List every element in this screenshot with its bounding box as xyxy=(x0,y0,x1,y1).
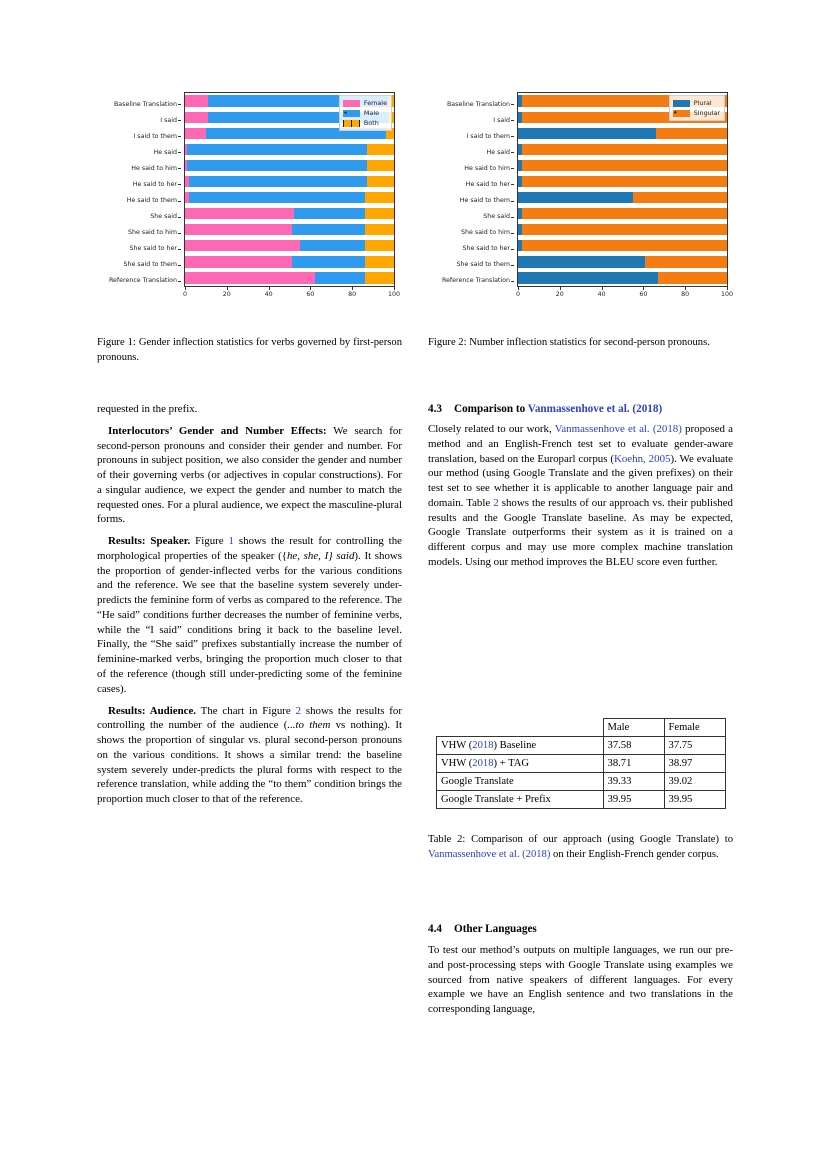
x-tick-label: 60 xyxy=(306,291,315,298)
paragraph-other-languages: To test our method’s outputs on multiple languages, we run our pre-and post-processing steps with Google Translate using examples we sourced from native speakers of different languages. For every example we have an English sentence and two translations in the corresponding language, xyxy=(428,944,733,1016)
legend-swatch-plural xyxy=(673,100,690,107)
x-tick-label: 20 xyxy=(555,291,564,298)
y-tick-label: He said to them xyxy=(459,197,510,205)
table-cell-male: 38.71 xyxy=(603,755,664,773)
chart2-plot-area xyxy=(517,92,728,287)
results-speaker-b: shows the result for controlling the morphological properties of the speaker ({ xyxy=(97,535,402,562)
y-tick-label: She said xyxy=(483,213,510,221)
table-cell-female: 38.97 xyxy=(664,755,725,773)
y-tick-mark xyxy=(511,104,514,105)
results-speaker-a: Figure xyxy=(190,535,229,548)
y-tick-mark xyxy=(178,136,181,137)
section-4-3-title-text: Comparison to xyxy=(454,403,528,415)
x-tick-mark xyxy=(560,287,561,290)
bar-segment-both xyxy=(365,192,394,203)
y-tick-label: I said to them xyxy=(466,132,510,140)
bar-segment-female xyxy=(185,208,294,219)
bar-segment-plural xyxy=(518,128,656,139)
bar-row xyxy=(185,272,394,283)
x-tick-mark xyxy=(518,287,519,290)
bar-segment-singular xyxy=(633,192,727,203)
label-suffix: ) Baseline xyxy=(493,740,537,751)
y-tick-label: She said to her xyxy=(129,245,177,253)
bar-row xyxy=(185,160,394,171)
paragraph-results-audience xyxy=(97,704,402,807)
legend-label: Male xyxy=(363,109,380,117)
table-row xyxy=(437,755,726,773)
x-tick-label: 60 xyxy=(639,291,648,298)
table-column-header xyxy=(437,719,604,737)
legend-label: Plural xyxy=(693,99,712,107)
chart1-y-axis-labels xyxy=(95,96,181,285)
y-tick-mark xyxy=(511,136,514,137)
bar-segment-male xyxy=(292,224,365,235)
bar-segment-singular xyxy=(522,208,727,219)
y-tick-label: He said to him xyxy=(464,164,510,172)
x-tick-label: 100 xyxy=(720,291,734,298)
x-tick-label: 40 xyxy=(597,291,606,298)
y-tick-mark xyxy=(178,152,181,153)
figure-2 xyxy=(428,82,740,304)
bar-segment-singular xyxy=(522,224,727,235)
figures-row xyxy=(95,82,740,307)
paragraph-interlocutors xyxy=(97,424,402,527)
bar-segment-plural xyxy=(518,256,645,267)
figure-1 xyxy=(95,82,407,304)
bar-segment-both xyxy=(365,256,394,267)
y-tick-mark xyxy=(178,233,181,234)
table-column-header: Male xyxy=(603,719,664,737)
figure-1-caption: Figure 1: Gender inflection statistics for verbs governed by first-person pronouns. xyxy=(97,337,402,363)
bar-row xyxy=(518,144,727,155)
label-prefix: Google Translate xyxy=(441,776,514,787)
x-tick-label: 0 xyxy=(515,291,521,298)
y-tick-mark xyxy=(511,265,514,266)
table-cell-female: 39.02 xyxy=(664,773,725,791)
bar-segment-male xyxy=(292,256,365,267)
table-2-caption xyxy=(428,833,733,862)
results-audience-a: The chart in Figure xyxy=(196,704,296,717)
y-tick-mark xyxy=(178,265,181,266)
bar-row xyxy=(185,176,394,187)
x-tick-label: 80 xyxy=(348,291,357,298)
y-tick-mark xyxy=(511,249,514,250)
legend-item xyxy=(673,98,720,108)
legend-swatch-singular xyxy=(673,110,690,117)
x-tick-mark xyxy=(352,287,353,290)
label-suffix: ) + TAG xyxy=(493,758,530,769)
table-row xyxy=(437,791,726,809)
x-tick-mark xyxy=(727,287,728,290)
x-tick-label: 20 xyxy=(222,291,231,298)
y-tick-label: Reference Translation xyxy=(108,277,177,285)
table-cell-label xyxy=(437,737,604,755)
bar-segment-female xyxy=(185,256,292,267)
y-tick-mark xyxy=(511,184,514,185)
table-cell-label xyxy=(437,755,604,773)
bar-segment-male xyxy=(294,208,365,219)
x-tick-mark xyxy=(394,287,395,290)
paragraph-results-speaker xyxy=(97,534,402,696)
legend-swatch-both xyxy=(343,120,360,127)
x-tick-mark xyxy=(643,287,644,290)
table-2-caption-a: Table 2: Comparison of our approach (using Google Translate) to xyxy=(428,834,733,845)
y-tick-label: She said to her xyxy=(462,245,510,253)
bar-segment-both xyxy=(367,144,394,155)
y-tick-label: Reference Translation xyxy=(441,277,510,285)
bar-row xyxy=(518,176,727,187)
y-tick-label: He said to her xyxy=(465,180,510,188)
bar-segment-plural xyxy=(518,272,658,283)
bar-row xyxy=(518,208,727,219)
y-tick-mark xyxy=(178,184,181,185)
bar-segment-singular xyxy=(522,240,727,251)
citation-koehn[interactable]: Koehn, 2005 xyxy=(614,452,671,465)
section-4-3-title xyxy=(454,402,733,417)
comparison-d: shows the results of our approach vs. their published results and the Google Translate baseline. As may be expected, Google Translate outperforms their system as it is trained on a different corpus and may use more complex machine translation models. Using our method improves the BLEU score even further. xyxy=(428,496,733,568)
figure-2-caption: Figure 2: Number inflection statistics for second-person pronouns. xyxy=(428,337,710,348)
chart2-legend xyxy=(669,95,725,121)
label-prefix: Google Translate + Prefix xyxy=(441,794,551,805)
y-tick-mark xyxy=(178,281,181,282)
figure-2-reference-link[interactable]: 2 xyxy=(295,704,302,717)
table-2-caption-b: on their English-French gender corpus. xyxy=(550,848,719,860)
table-2-wrapper xyxy=(436,718,726,809)
section-4-4-title: Other Languages xyxy=(454,923,537,935)
table-row xyxy=(437,737,726,755)
y-tick-mark xyxy=(511,168,514,169)
table-2-reference-link[interactable]: 2 xyxy=(493,496,499,509)
legend-label: Female xyxy=(363,99,387,107)
bar-segment-both xyxy=(365,224,394,235)
bar-segment-both xyxy=(365,240,394,251)
bar-row xyxy=(185,256,394,267)
y-tick-mark xyxy=(178,104,181,105)
bar-segment-female xyxy=(185,128,206,139)
interlocutors-body: We search for second-person pronouns and consider their gender and number. For pronouns in subject position, we also consider the gender and number of their governing verbs (or adjectives in copular constructions). For a singular audience, we expect the gender and number to match the requested ones. For a plural audience, we expect the masculine-plural forms. xyxy=(97,424,402,526)
y-tick-label: He said to her xyxy=(132,180,177,188)
bar-row xyxy=(518,192,727,203)
bar-row xyxy=(518,128,727,139)
right-text-column-lower xyxy=(428,922,733,1017)
legend-swatch-male xyxy=(343,110,360,117)
y-tick-mark xyxy=(511,120,514,121)
figure-1-reference-link[interactable]: 1 xyxy=(228,535,234,548)
y-tick-label: I said xyxy=(493,116,510,124)
comparison-b: proposed a method and an English-French test set to evaluate gender-aware translation, based on the Europarl corpus ( xyxy=(428,423,733,465)
y-tick-label: Baseline Translation xyxy=(113,100,177,108)
bar-segment-plural xyxy=(518,192,633,203)
legend-item xyxy=(343,98,387,108)
legend-item xyxy=(343,108,387,118)
bar-segment-female xyxy=(185,112,208,123)
legend-label: Singular xyxy=(693,109,720,117)
bar-segment-both xyxy=(367,160,394,171)
table-cell-label xyxy=(437,773,604,791)
table-2-caption-citation[interactable]: Vanmassenhove et al. (2018) xyxy=(428,848,551,860)
bar-segment-male xyxy=(187,160,367,171)
y-tick-label: She said to him xyxy=(128,229,177,237)
number-inflection-chart xyxy=(428,82,740,304)
bar-segment-male xyxy=(189,176,367,187)
results-speaker-italic: he, she, I} said xyxy=(286,549,355,562)
x-tick-mark xyxy=(602,287,603,290)
x-tick-label: 0 xyxy=(182,291,188,298)
chart2-y-axis-labels xyxy=(428,96,514,285)
bar-row xyxy=(185,192,394,203)
table-cell-male: 39.33 xyxy=(603,773,664,791)
bar-segment-both xyxy=(365,272,394,283)
bar-segment-male xyxy=(315,272,365,283)
chart1-plot-area xyxy=(184,92,395,287)
section-4-3-heading xyxy=(428,402,733,417)
table-cell-male: 39.95 xyxy=(603,791,664,809)
bar-row xyxy=(185,144,394,155)
interlocutors-heading: Interlocutors’ Gender and Number Effects: xyxy=(108,424,327,437)
bar-segment-singular xyxy=(656,128,727,139)
legend-item xyxy=(673,108,720,118)
y-tick-mark xyxy=(178,249,181,250)
paragraph-prefix-continuation: requested in the prefix. xyxy=(97,403,198,415)
y-tick-label: She said xyxy=(150,213,177,221)
y-tick-mark xyxy=(511,201,514,202)
label-citation-year[interactable]: 2018 xyxy=(472,758,494,769)
bar-row xyxy=(185,208,394,219)
table-2 xyxy=(436,718,726,809)
x-tick-mark xyxy=(227,287,228,290)
section-4-3-number: 4.3 xyxy=(428,403,442,415)
y-tick-label: She said to him xyxy=(461,229,510,237)
results-audience-heading: Results: Audience. xyxy=(108,704,197,717)
y-tick-mark xyxy=(178,168,181,169)
y-tick-label: He said xyxy=(153,148,177,156)
comparison-a: Closely related to our work, xyxy=(428,423,555,436)
y-tick-mark xyxy=(511,281,514,282)
y-tick-mark xyxy=(511,152,514,153)
right-text-column xyxy=(428,402,733,570)
legend-label: Both xyxy=(363,119,379,127)
table-cell-male: 37.58 xyxy=(603,737,664,755)
bar-row xyxy=(518,272,727,283)
y-tick-label: He said to him xyxy=(131,164,177,172)
y-tick-label: I said xyxy=(160,116,177,124)
table-cell-female: 37.75 xyxy=(664,737,725,755)
results-speaker-heading: Results: Speaker. xyxy=(108,535,191,548)
y-tick-label: He said xyxy=(486,148,510,156)
x-tick-label: 100 xyxy=(387,291,401,298)
bar-row xyxy=(518,224,727,235)
bar-segment-singular xyxy=(522,176,727,187)
y-tick-label: She said to them xyxy=(123,261,177,269)
table-column-header: Female xyxy=(664,719,725,737)
bar-segment-female xyxy=(185,224,292,235)
section-4-3-citation[interactable]: Vanmassenhove et al. (2018) xyxy=(527,403,663,415)
section-4-4-number: 4.4 xyxy=(428,923,442,935)
bar-segment-singular xyxy=(645,256,727,267)
y-tick-mark xyxy=(178,201,181,202)
y-tick-label: Baseline Translation xyxy=(446,100,510,108)
y-tick-mark xyxy=(511,217,514,218)
bar-segment-male xyxy=(187,144,367,155)
left-text-column xyxy=(97,402,402,807)
y-tick-mark xyxy=(511,233,514,234)
table-header-row xyxy=(437,719,726,737)
chart1-x-axis xyxy=(182,287,401,303)
y-tick-label: She said to them xyxy=(456,261,510,269)
bar-row xyxy=(518,160,727,171)
bar-row xyxy=(185,224,394,235)
bar-segment-female xyxy=(185,272,315,283)
label-citation-year[interactable]: 2018 xyxy=(472,740,494,751)
bar-row xyxy=(185,240,394,251)
x-tick-label: 40 xyxy=(264,291,273,298)
bar-segment-male xyxy=(189,192,365,203)
results-speaker-c: ). It shows the proportion of gender-inflected verbs for the various conditions and the reference. We see that the baseline system severely under-predicts the feminine form of verbs as compared to the reference. The “He said” conditions further decreases the number of feminine verbs, while the “I said” conditions bring it back to the baseline level. Finally, the “She said” prefixes substantially increase the number of feminine-marked verbs, bringing the proportion much closer to that of the reference (though still under-predicting some of the feminine cases). xyxy=(97,549,403,695)
x-tick-label: 80 xyxy=(681,291,690,298)
bar-segment-singular xyxy=(658,272,727,283)
y-tick-mark xyxy=(178,217,181,218)
results-audience-c: vs nothing). It shows the proportion of singular vs. plural second-person pronouns on the various conditions. It shows a similar trend: the baseline system severely under-predicts the plural forms with respect to the reference translation, while adding the “to them” condition brings the proportion much closer to that of the reference. xyxy=(97,719,402,806)
label-prefix: VHW ( xyxy=(441,758,473,769)
bar-segment-singular xyxy=(522,160,727,171)
legend-swatch-female xyxy=(343,100,360,107)
bar-segment-female xyxy=(185,95,208,106)
table-cell-label xyxy=(437,791,604,809)
y-tick-mark xyxy=(178,120,181,121)
chart2-x-axis xyxy=(515,287,734,303)
bar-row xyxy=(518,256,727,267)
y-tick-label: I said to them xyxy=(133,132,177,140)
bar-segment-female xyxy=(185,240,300,251)
bar-row xyxy=(518,240,727,251)
table-row xyxy=(437,773,726,791)
label-prefix: VHW ( xyxy=(441,740,473,751)
x-tick-mark xyxy=(310,287,311,290)
paragraph-comparison xyxy=(428,422,733,570)
bar-segment-male xyxy=(300,240,365,251)
citation-vanmassenhove[interactable]: Vanmassenhove et al. (2018) xyxy=(554,423,682,436)
x-tick-mark xyxy=(685,287,686,290)
bar-segment-both xyxy=(365,208,394,219)
legend-item xyxy=(343,118,387,128)
bar-segment-both xyxy=(367,176,394,187)
results-audience-italic: ...to them xyxy=(287,719,331,732)
gender-inflection-chart xyxy=(95,82,407,304)
results-audience-b: shows the results for controlling the number of the audience ( xyxy=(97,704,403,732)
section-4-4-heading xyxy=(428,922,733,937)
x-tick-mark xyxy=(269,287,270,290)
comparison-c: ). We evaluate our method (using Google Translate and the given prefixes) on their test set to see whether it is applicable to another language pair and domain. Table xyxy=(428,452,733,509)
y-tick-label: He said to them xyxy=(126,197,177,205)
x-tick-mark xyxy=(185,287,186,290)
chart1-legend xyxy=(339,95,392,131)
table-cell-female: 39.95 xyxy=(664,791,725,809)
bar-segment-singular xyxy=(522,144,727,155)
